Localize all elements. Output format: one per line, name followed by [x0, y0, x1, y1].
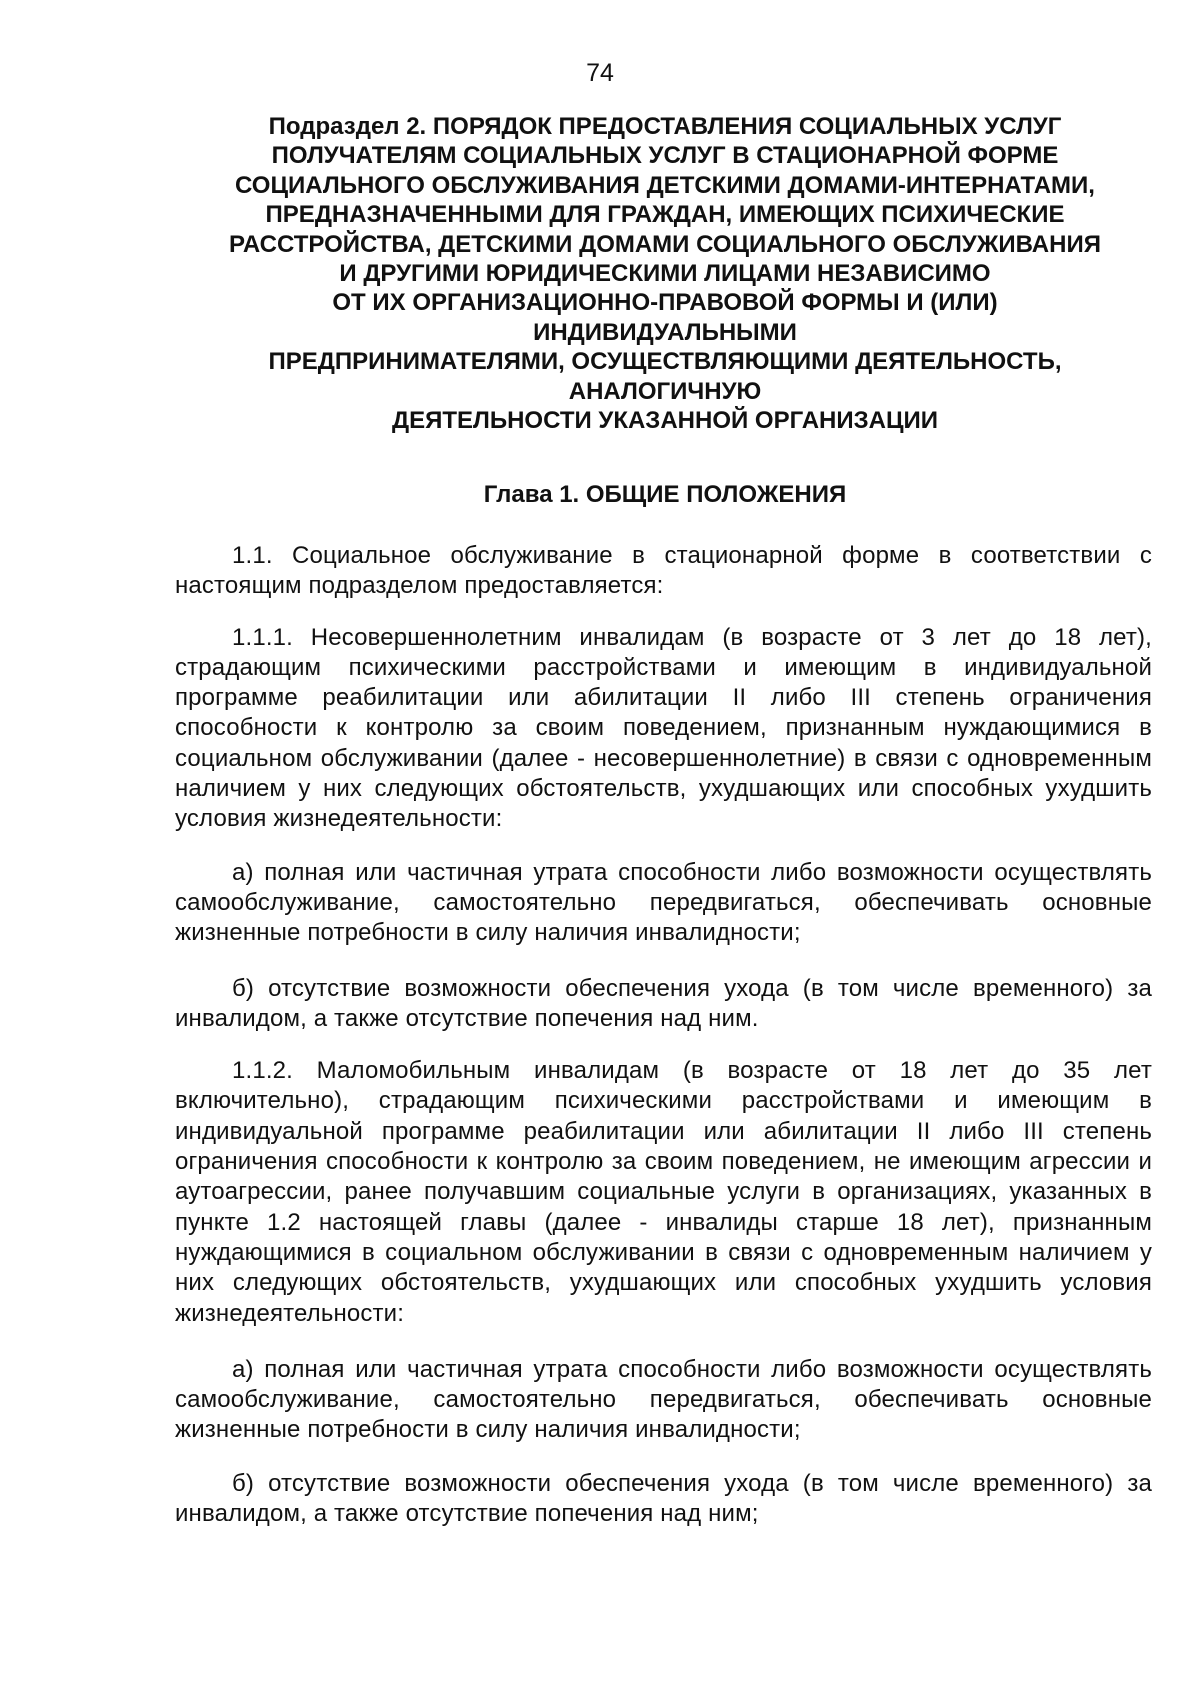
page-number: 74 — [586, 59, 614, 87]
title-line: И ДРУГИМИ ЮРИДИЧЕСКИМИ ЛИЦАМИ НЕЗАВИСИМО — [339, 260, 991, 288]
title-line: РАССТРОЙСТВА, ДЕТСКИМИ ДОМАМИ СОЦИАЛЬНОГО ОБСЛУЖИВАНИЯ — [229, 230, 1101, 258]
paragraph-1-1-2: 1.1.2. Маломобильным инвалидам (в возрасте от 18 лет до 35 лет включительно), страдающим психическими расстройствами и имеющим в индивидуальной программе реабилитации или абилитации II либо III степень ограничения способности к контролю за своим поведением, не имеющим агрессии и аутоагрессии, ранее получавшим социальные услуги в организациях, указанных в пункте 1.2 настоящей главы (далее - инвалиды старше 18 лет), признанным нуждающимися в социальном обслуживании в связи с одновременным наличием у них следующих обстоятельств, ухудшающих или способных ухудшить условия жизнедеятельности: — [175, 1057, 1152, 1327]
paragraph-1-1-1-b: б) отсутствие возможности обеспечения ухода (в том числе временного) за инвалидом, а также отсутствие попечения над ним. — [175, 974, 1152, 1032]
paragraph-1-1-2-a: а) полная или частичная утрата способности либо возможности осуществлять самообслуживание, самостоятельно передвигаться, обеспечивать основные жизненные потребности в силу наличия инвалидности; — [175, 1355, 1152, 1444]
title-line: СОЦИАЛЬНОГО ОБСЛУЖИВАНИЯ ДЕТСКИМИ ДОМАМИ-ИНТЕРНАТАМИ, — [235, 171, 1095, 199]
paragraph-1-1-1: 1.1.1. Несовершеннолетним инвалидам (в возрасте от 3 лет до 18 лет), страдающим психическими расстройствами и имеющим в индивидуальной программе реабилитации или абилитации II либо III степень ограничения способности к контролю за своим поведением, признанным нуждающимися в социальном обслуживании (далее - несовершеннолетние) в связи с одновременным наличием у них следующих обстоятельств, ухудшающих или способных ухудшить условия жизнедеятельности: — [175, 623, 1152, 833]
title-line: ПРЕДНАЗНАЧЕННЫМИ ДЛЯ ГРАЖДАН, ИМЕЮЩИХ ПСИХИЧЕСКИЕ — [265, 201, 1065, 229]
title-line: ИНДИВИДУАЛЬНЫМИ — [533, 318, 797, 346]
chapter-heading: Глава 1. ОБЩИЕ ПОЛОЖЕНИЯ — [483, 481, 847, 508]
subsection-title — [165, 112, 1165, 435]
title-line: ПОЛУЧАТЕЛЯМ СОЦИАЛЬНЫХ УСЛУГ В СТАЦИОНАРНОЙ ФОРМЕ — [271, 142, 1059, 170]
paragraph-1-1: 1.1. Социальное обслуживание в стационарной форме в соответствии с настоящим подразделом предоставляется: — [175, 542, 1152, 600]
document-body — [175, 541, 1152, 1529]
title-line: Подраздел 2. ПОРЯДОК ПРЕДОСТАВЛЕНИЯ СОЦИАЛЬНЫХ УСЛУГ — [268, 113, 1062, 140]
title-line: АНАЛОГИЧНУЮ — [568, 377, 762, 405]
paragraph-1-1-2-b: б) отсутствие возможности обеспечения ухода (в том числе временного) за инвалидом, а также отсутствие попечения над ним; — [175, 1469, 1152, 1528]
paragraph-1-1-1-a: а) полная или частичная утрата способности либо возможности осуществлять самообслуживание, самостоятельно передвигаться, обеспечивать основные жизненные потребности в силу наличия инвалидности; — [175, 858, 1152, 947]
title-line: ДЕЯТЕЛЬНОСТИ УКАЗАННОЙ ОРГАНИЗАЦИИ — [391, 407, 939, 435]
title-line: ПРЕДПРИНИМАТЕЛЯМИ, ОСУЩЕСТВЛЯЮЩИМИ ДЕЯТЕЛЬНОСТЬ, — [268, 348, 1062, 376]
title-line: ОТ ИХ ОРГАНИЗАЦИОННО-ПРАВОВОЙ ФОРМЫ И (ИЛИ) — [332, 289, 998, 317]
